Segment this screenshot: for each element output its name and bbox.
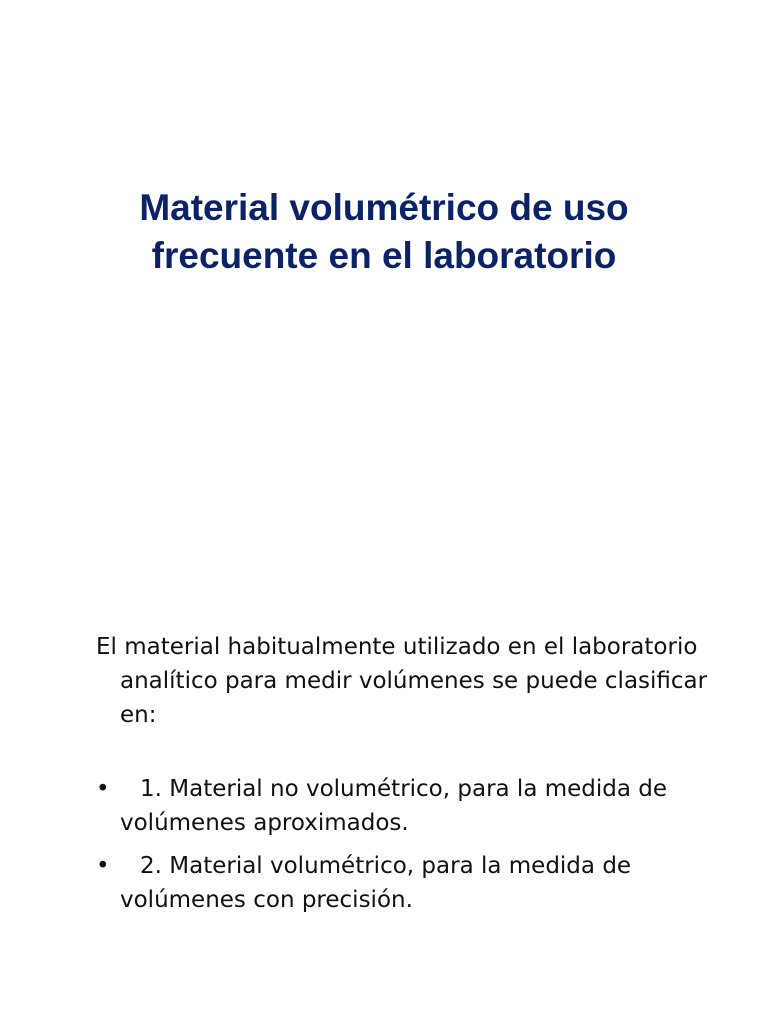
slide-title-line-2: frecuente en el laboratorio [151, 235, 617, 276]
intro-paragraph: El material habitualmente utilizado en el laboratorio analítico para medir volúmenes se puede clasificar en: [96, 634, 708, 728]
bullet-item-2 [96, 849, 716, 917]
bullet-list [96, 772, 716, 917]
slide-body [96, 630, 716, 926]
bullet-text-1: 1. Material no volumétrico, para la medida de volúmenes aproximados. [120, 776, 668, 836]
bullet-marker-icon: • [96, 853, 110, 879]
bullet-item-1 [96, 772, 716, 840]
bullet-text-2: 2. Material volumétrico, para la medida de volúmenes con precisión. [120, 853, 632, 913]
bullet-marker-icon: • [96, 776, 110, 802]
slide-title-line-1: Material volumétrico de uso [139, 187, 629, 228]
slide-title [60, 184, 708, 280]
